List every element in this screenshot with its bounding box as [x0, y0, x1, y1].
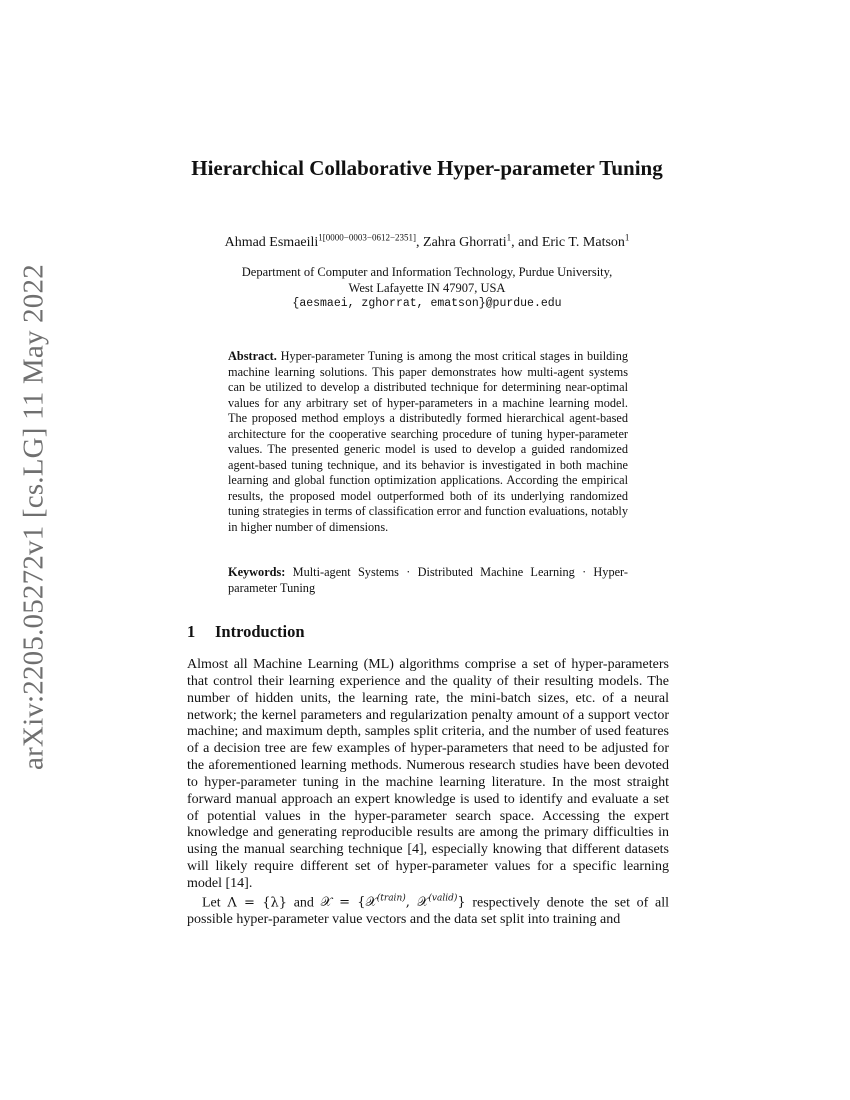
- math-superscript: (train): [376, 894, 406, 904]
- math-part: 𝒳 = {𝒳: [320, 895, 377, 911]
- keywords-text: Multi-agent Systems · Distributed Machine Learning · Hyper-parameter Tuning: [228, 565, 629, 595]
- author-emails: {aesmaei, zghorrat, ematson}@purdue.edu: [292, 297, 562, 310]
- author-affiliation-mark: 1: [506, 232, 512, 243]
- math-part: }: [457, 895, 466, 911]
- abstract-label: Abstract.: [228, 349, 277, 363]
- author-list: [160, 233, 694, 253]
- keywords-label: Keywords:: [228, 565, 286, 579]
- abstract: [228, 349, 628, 535]
- affiliation-line: West Lafayette IN 47907, USA: [348, 281, 506, 295]
- affiliation-line: Department of Computer and Information Technology, Purdue University,: [241, 265, 613, 279]
- author-name: Ahmad Esmaeili: [224, 235, 319, 250]
- arxiv-identifier: arXiv:2205.05272v1 [cs.LG] 11 May 2022: [17, 264, 50, 770]
- affiliation-block: [187, 264, 667, 312]
- intro-paragraph-2: [187, 891, 669, 929]
- paper-title: Hierarchical Collaborative Hyper-parameter Tuning: [191, 156, 663, 180]
- section-heading: [187, 622, 305, 642]
- abstract-text: Hyper-parameter Tuning is among the most critical stages in building machine learning solutions. This paper demonstrates how multi-agent systems can be utilized to develop a distributed technique for determining near-optimal values for any arbitrary set of hyper-parameters in a machine learning model. The proposed method employs a distributedly formed hierarchical agent-based architecture for the cooperative searching procedure of tuning hyper-parameter values. The presented generic model is used to develop a guided randomized agent-based tuning technique, and its behavior is investigated in both machine learning and global function optimization applications. According the empirical results, the proposed model outperformed both of its underlying randomized tuning strategies in terms of classification error and function evaluations, notably in higher number of dimensions.: [228, 349, 629, 534]
- math-part: , 𝒳: [405, 895, 429, 911]
- author-name: , and Eric T. Matson: [511, 235, 625, 250]
- math-dataset-split: [321, 895, 466, 910]
- author-affiliation-mark: 1: [624, 232, 630, 243]
- intro-paragraph-1: Almost all Machine Learning (ML) algorithms comprise a set of hyper-parameters that control their learning experience and the quality of their resulting models. The number of hidden units, the learning rate, the mini-batch sizes, etc. of a neural network; the kernel parameters and regularization penalty amount of a support vector machine; and maximum depth, samples split criteria, and the number of used features of a decision tree are few examples of hyper-parameters that need to be adjusted for the aforementioned learning methods. Numerous research studies have been devoted to hyper-parameter tuning in the machine learning literature. In the most straight forward manual approach an expert knowledge is used to identify and evaluate a set of potential values in the hyper-parameter search space. Accessing the expert knowledge and generating reproducible results are among the primary difficulties in using the manual searching technique [4], especially knowing that different datasets will likely require different set of hyper-parameter values for a specific learning model [14].: [187, 657, 669, 891]
- paragraph-text: respectively denote the set of all possible hyper-parameter value vectors and the data set split into training and: [187, 895, 669, 928]
- paragraph-text: Let: [202, 895, 228, 911]
- section-title: Introduction: [215, 622, 305, 641]
- author-affiliation-mark: 1[0000−0003−0612−2351]: [318, 232, 417, 243]
- math-lambda-set: Λ = {λ}: [227, 895, 288, 911]
- math-superscript: (valid): [428, 894, 458, 904]
- section-number: 1: [187, 622, 196, 641]
- author-name: , Zahra Ghorrati: [416, 235, 507, 250]
- paragraph-text: and: [287, 895, 321, 911]
- keywords: [228, 565, 628, 596]
